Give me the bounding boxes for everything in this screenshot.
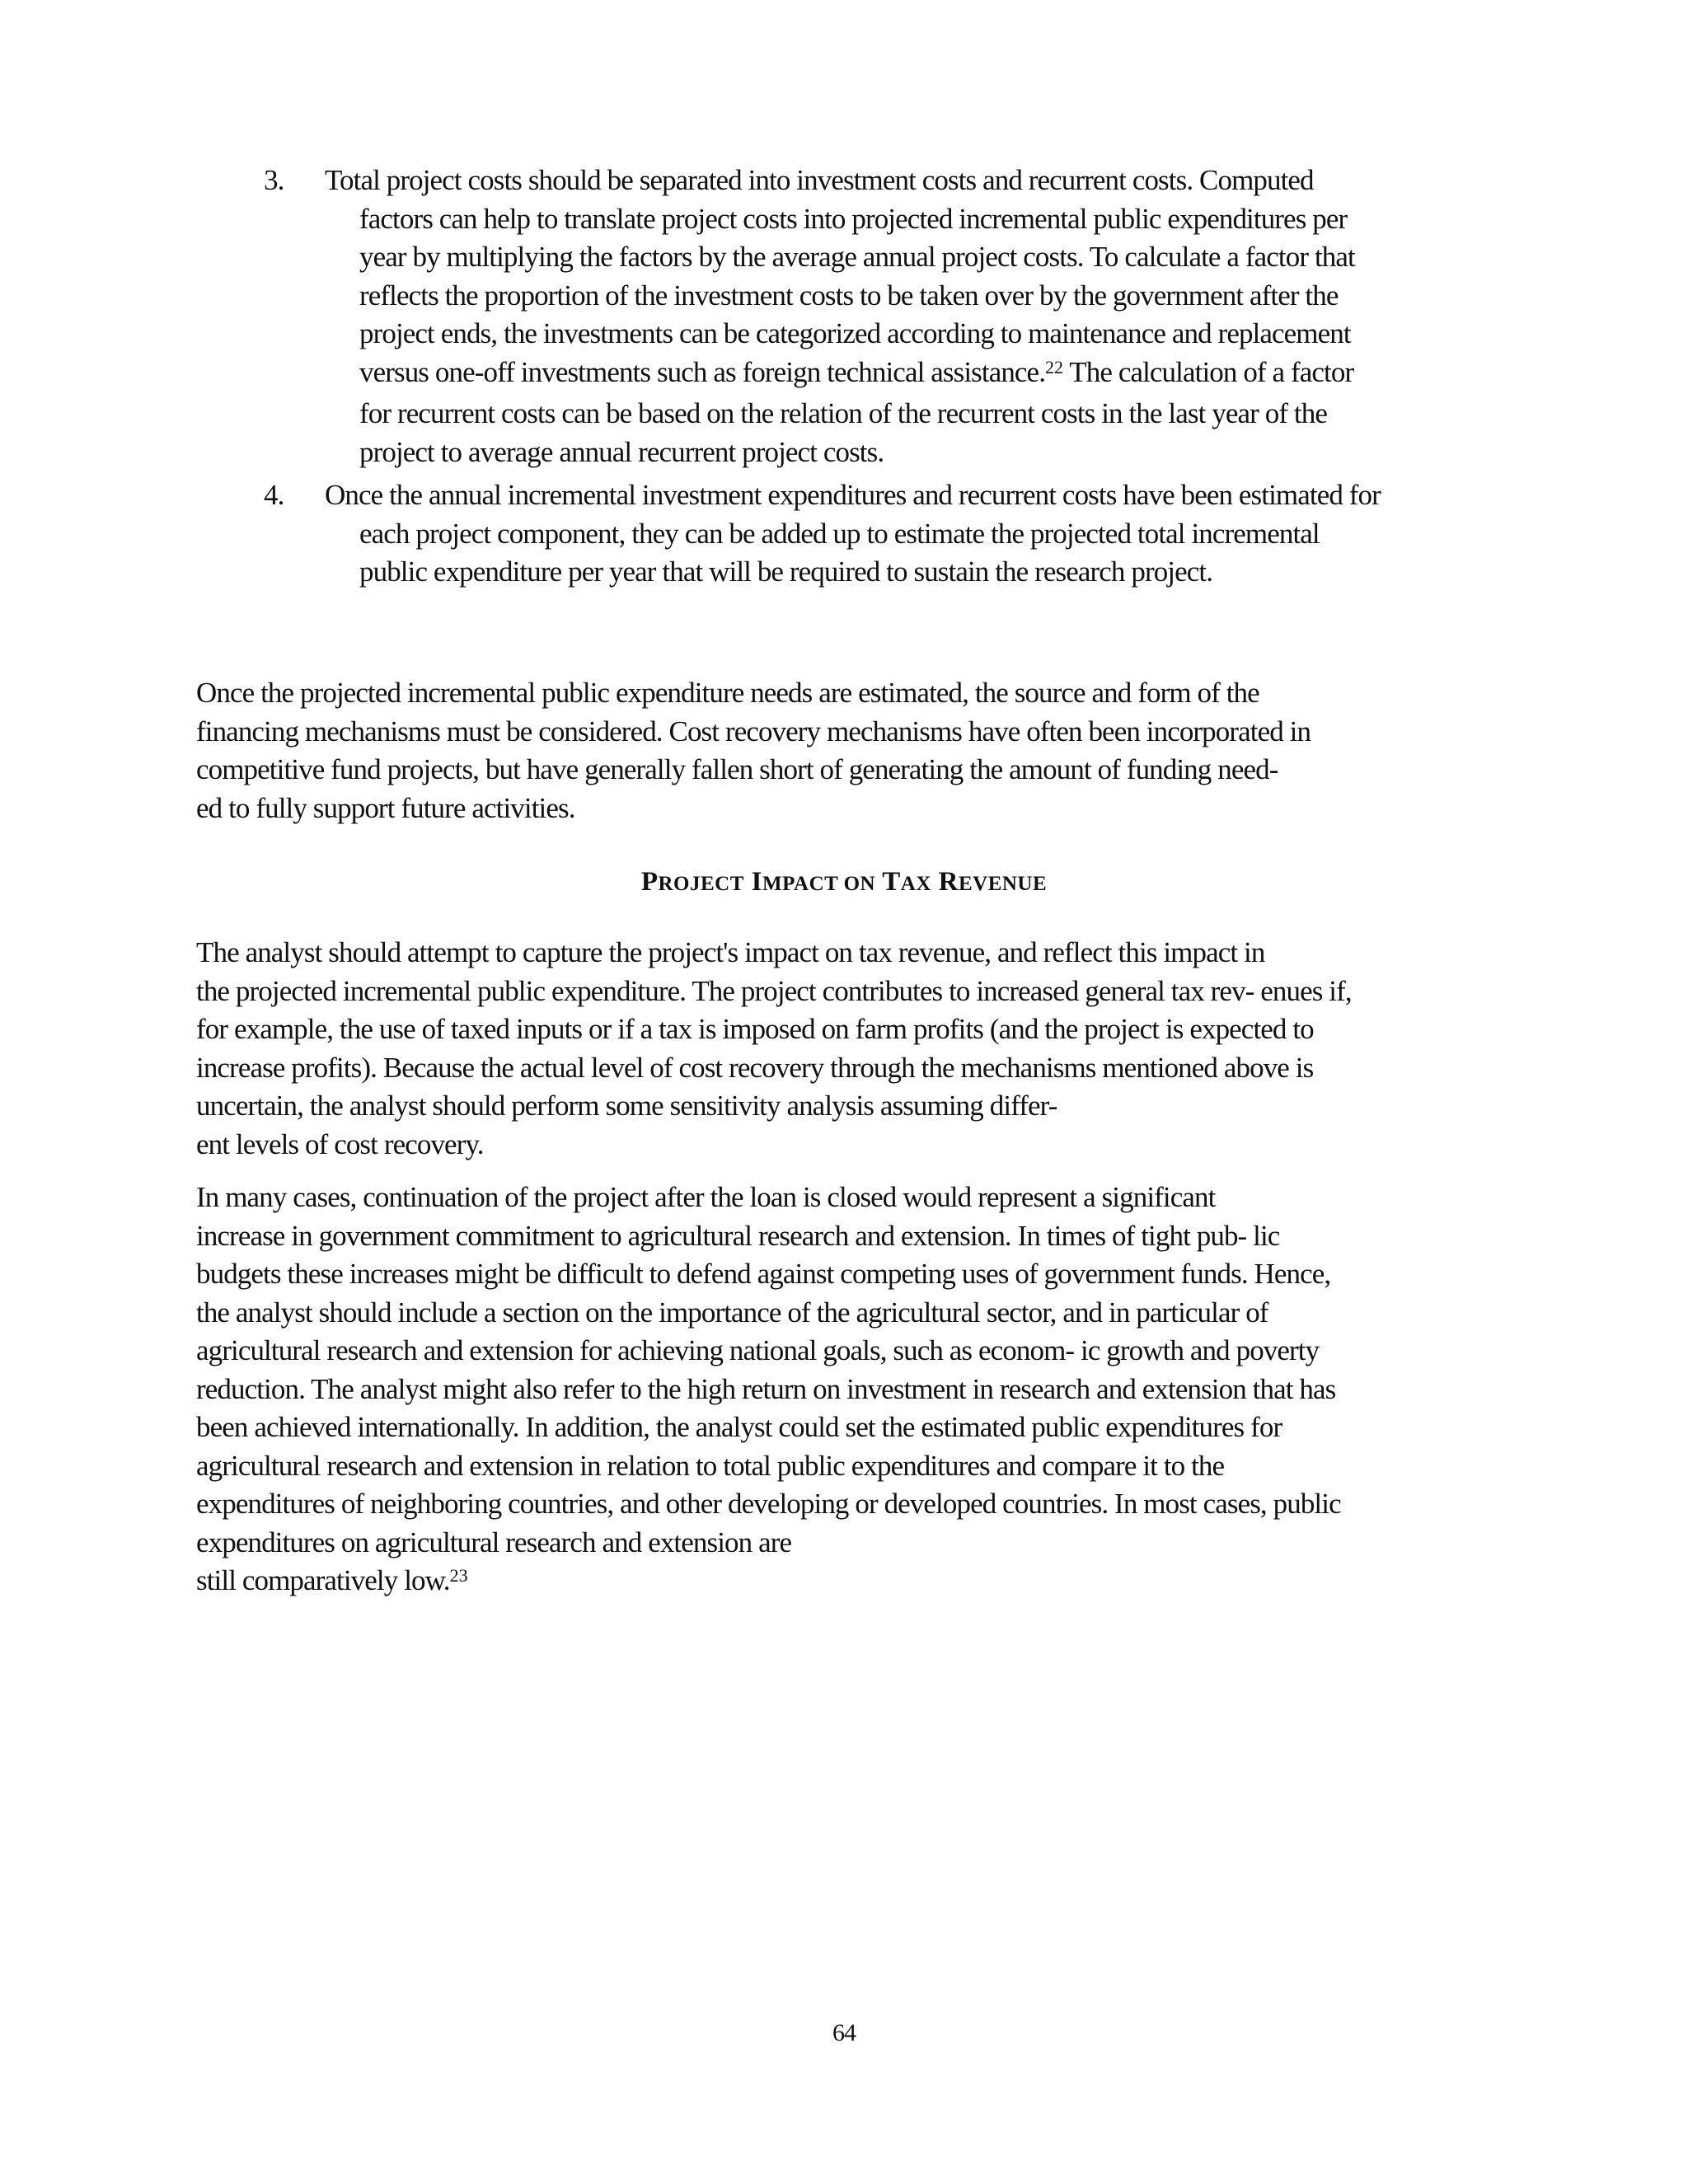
list-item-3: 3. Total project costs should be separated into investment costs and recurrent costs. Computed factors can help to translate project costs into projected incremental public expenditures per year by multiplying the factors by the average annual project costs. To calculate a factor that reflects the proportion of the investment costs to be taken over by the government after the project ends, the investments can be categorized according to maintenance and replacement versus one-off investments such as foreign technical assistance.$^{22}$ The calculation of a factor for recurrent costs can be based on the relation of the recurrent costs in the last year of the project to average annual recurrent project costs. xyxy=(264,164,1355,468)
text-line: uncertain, the analyst should perform some sensitivity analysis assuming differ- xyxy=(196,1090,1057,1122)
heading-initial: P xyxy=(640,867,659,897)
heading-smallcaps: ROJECT xyxy=(658,873,744,895)
heading-smallcaps: EVENUE xyxy=(958,873,1048,895)
numbered-list xyxy=(264,162,1383,597)
text-line: reduction. The analyst might also refer to the high return on investment in research and extension that has xyxy=(196,1372,1336,1405)
heading-smallcaps: AX xyxy=(900,873,931,895)
text-line: competitive fund projects, but have generally fallen short of generating the amount of funding need- xyxy=(196,753,1278,785)
text-line: increase in government commitment to agricultural research and extension. In times of tight pub- lic xyxy=(196,1219,1280,1252)
text-line: agricultural research and extension in relation to total public expenditures and compare it to the xyxy=(196,1449,1225,1482)
text-line: ent levels of cost recovery. xyxy=(196,1127,484,1160)
heading-initial: I xyxy=(751,867,762,897)
text-line: for example, the use of taxed inputs or if a tax is imposed on farm profits (and the project is expected to xyxy=(196,1013,1314,1045)
list-item-text: Once the annual incremental investment expenditures and recurrent costs have been estimated for each project component, they can be added up to estimate the projected total incremental public expenditure per year that will be required to sustain the research project. xyxy=(325,479,1381,588)
text-line-last xyxy=(196,1562,1531,1604)
heading-initial: R xyxy=(938,867,959,897)
text-line: expenditures of neighboring countries, and other developing or developed countries. In most cases, public xyxy=(196,1488,1341,1520)
paragraph-tax-revenue xyxy=(196,934,1531,1164)
text-line: financing mechanisms must be considered. Cost recovery mechanisms have often been incorporated in xyxy=(196,715,1311,748)
text-line: The analyst should attempt to capture the project's impact on tax revenue, and reflect this impact in xyxy=(196,936,1265,968)
text-line: the projected incremental public expenditure. The project contributes to increased general tax rev- enues if, xyxy=(196,974,1352,1007)
footnote-marker: 23 xyxy=(449,1565,468,1586)
text-line: ed to fully support future activities. xyxy=(196,791,575,824)
text-line: increase profits). Because the actual level of cost recovery through the mechanisms mentioned above is xyxy=(196,1051,1314,1084)
text-line: the analyst should include a section on the importance of the agricultural sector, and in particular of xyxy=(196,1296,1268,1329)
list-item-text-continued: The calculation of a factor for recurrent costs can be based on the relation of the recurrent costs in the last year of the project to average annual recurrent project costs. xyxy=(359,355,1354,468)
text-line: agricultural research and extension for achieving national goals, such as econom- ic growth and poverty xyxy=(196,1334,1320,1366)
text-line: In many cases, continuation of the project after the loan is closed would represent a significant xyxy=(196,1181,1216,1213)
text-line: still comparatively low. xyxy=(196,1564,450,1596)
text-line: Once the projected incremental public expenditure needs are estimated, the source and form of the xyxy=(196,677,1259,709)
footnote-marker: 22 xyxy=(1045,356,1064,377)
list-item-text: Total project costs should be separated into investment costs and recurrent costs. Computed factors can help to translate project costs into projected incremental public expenditures per year by multiplying the factors by the average annual project costs. To calculate a factor that reflects the proportion of the investment costs to be taken over by the government after the project ends, the investments can be categorized according to maintenance and replacement versus one-off investments such as foreign technical assistance. xyxy=(325,164,1355,388)
heading-initial: T xyxy=(882,867,901,897)
paragraph-many-cases xyxy=(196,1179,1531,1604)
text-line: expenditures on agricultural research and extension are xyxy=(196,1526,792,1558)
text-line: been achieved internationally. In addition, the analyst could set the estimated public expenditures for xyxy=(196,1411,1282,1443)
text-line: budgets these increases might be difficult to defend against competing uses of government funds. Hence, xyxy=(196,1258,1331,1290)
section-heading xyxy=(0,867,1688,898)
heading-smallcaps: MPACT ON xyxy=(762,873,876,895)
paragraph-financing xyxy=(196,674,1531,827)
page-number: 64 xyxy=(832,2019,856,2046)
list-item-4: 4. Once the annual incremental investment expenditures and recurrent costs have been estimated for each project component, they can be added up to estimate the projected total incremental public expenditure per year that will be required to sustain the research project. xyxy=(264,479,1381,588)
